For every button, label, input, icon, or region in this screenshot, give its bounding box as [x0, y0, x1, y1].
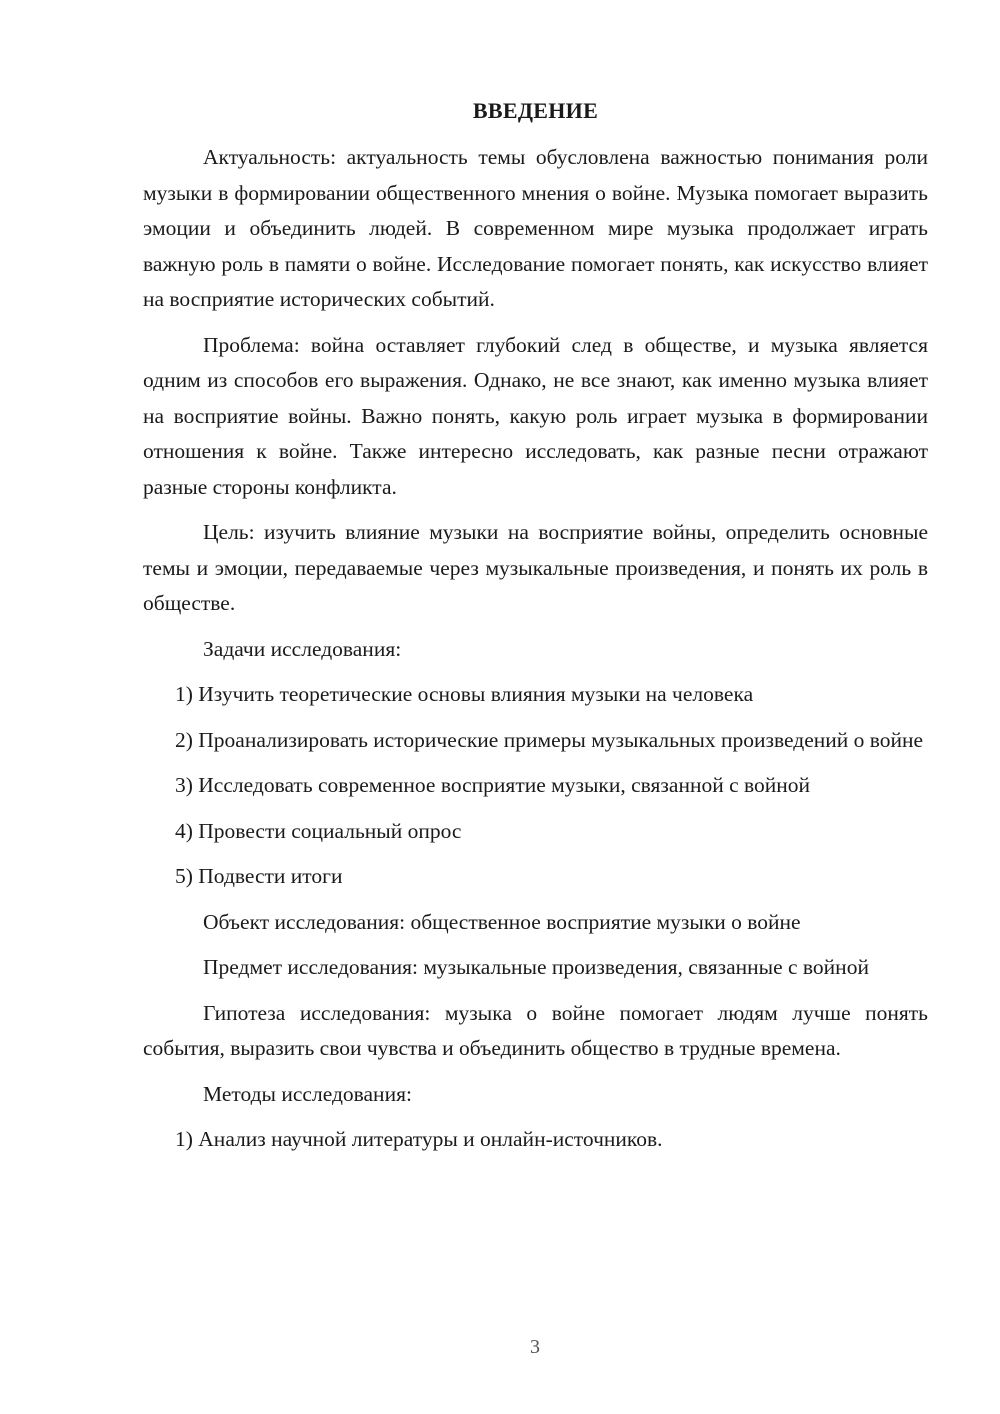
methods-heading: Методы исследования:: [203, 1081, 412, 1106]
relevance-paragraph: Актуальность: актуальность темы обусловлена важностью понимания роли музыки в формировании общественного мнения о войне. Музыка помогает выразить эмоции и объединить людей. В современном мире музыка продолжает играть важную роль в памяти о войне. Исследование помогает понять, как искусство влияет на восприятие исторических событий.: [143, 145, 928, 311]
problem-paragraph: Проблема: война оставляет глубокий след в обществе, и музыка является одним из способов его выражения. Однако, не все знают, как именно музыка влияет на восприятие войны. Важно понять, какую роль играет музыка в формировании отношения к войне. Также интересно исследовать, как разные песни отражают разные стороны конфликта.: [143, 332, 928, 499]
page-number: 3: [530, 1336, 540, 1358]
tasks-heading: Задачи исследования:: [203, 636, 402, 661]
document-page: [143, 96, 928, 1168]
task-item-4: 4) Провести социальный опрос: [175, 818, 462, 843]
section-title: ВВЕДЕНИЕ: [472, 98, 599, 123]
task-item-2: 2) Проанализировать исторические примеры музыкальных произведений о войне: [175, 727, 924, 752]
task-item-3: 3) Исследовать современное восприятие музыки, связанной с войной: [175, 773, 811, 797]
method-item-1: 1) Анализ научной литературы и онлайн-источников.: [175, 1127, 663, 1151]
task-item-5: 5) Подвести итоги: [175, 864, 343, 888]
goal-paragraph: Цель: изучить влияние музыки на восприятие войны, определить основные темы и эмоции, передаваемые через музыкальные произведения, и понять их роль в обществе.: [143, 520, 928, 615]
object-paragraph: Объект исследования: общественное восприятие музыки о войне: [203, 909, 801, 934]
task-item-1: 1) Изучить теоретические основы влияния музыки на человека: [175, 682, 754, 706]
subject-paragraph: Предмет исследования: музыкальные произведения, связанные с войной: [203, 955, 869, 979]
hypothesis-paragraph: Гипотеза исследования: музыка о войне помогает людям лучше понять события, выразить свои чувства и объединить общество в трудные времена.: [143, 1000, 928, 1060]
